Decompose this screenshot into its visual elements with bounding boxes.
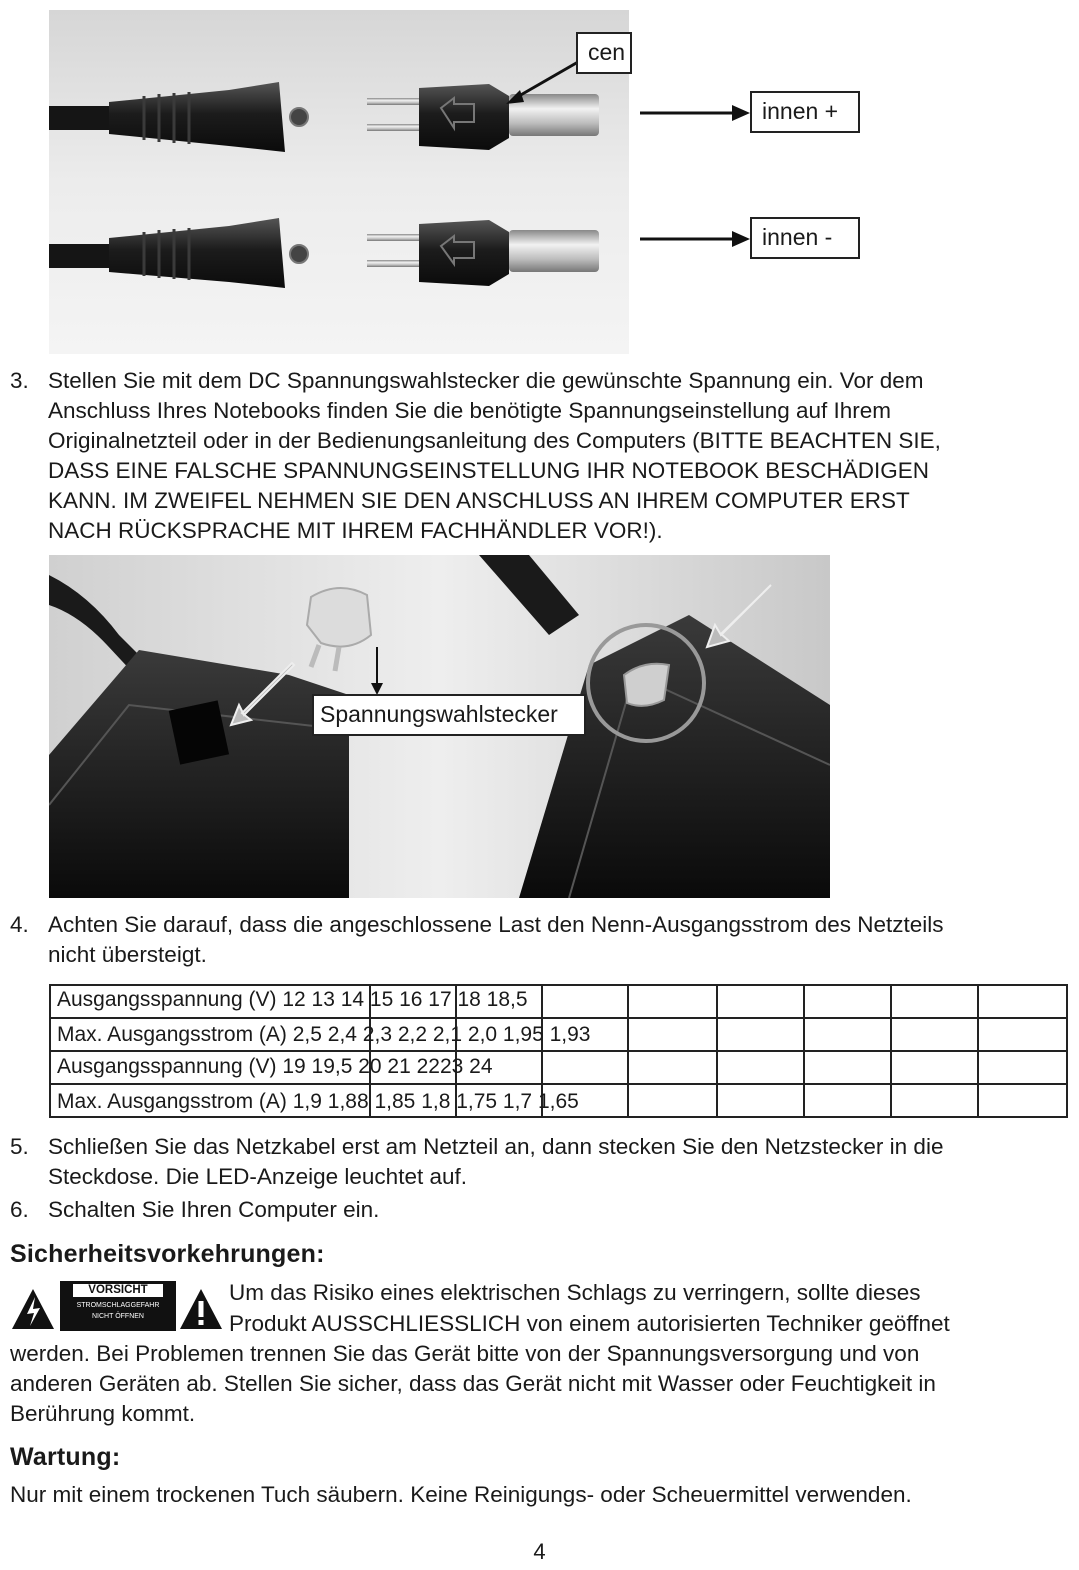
step-text: Schließen Sie das Netzkabel erst am Netzteil an, dann stecken Sie den Netzstecker in die Steckdose. Die LED-Anzeige leuchtet auf.	[48, 1134, 944, 1189]
maintenance-heading: Wartung:	[10, 1443, 121, 1471]
step-number: 4.	[10, 912, 29, 937]
safety-text-first: Um das Risiko eines elektrischen Schlags zu verringern, sollte dieses Produkt AUSSCHLIESSLICH von einem autorisierten Techniker geöffnet	[229, 1280, 950, 1336]
caution-title: VORSICHT	[73, 1284, 163, 1297]
step-6	[10, 1195, 1075, 1225]
table-row-text: Max. Ausgangsstrom (A) 1,9 1,88 1,85 1,8 1,75 1,7 1,65	[57, 1090, 579, 1113]
step-text: Stellen Sie mit dem DC Spannungswahlstecker die gewünschte Spannung ein. Vor dem Anschluss Ihres Notebooks finden Sie die benötigte Spannungseinstellung auf Ihrem Originalnetzteil oder in der Bedienungsanleitung des Computers (BITTE BEACHTEN SIE, DASS EINE FALSCHE SPANNUNGSEINSTELLUNG IHR NOTEBOOK BESCHÄDIGEN KANN. IM ZWEIFEL NEHMEN SIE DEN ANSCHLUSS AN IHREM COMPUTER ERST NACH RÜCKSPRACHE MIT IHREM FACHHÄNDLER VOR!).	[48, 368, 941, 543]
screw-icon	[290, 245, 308, 263]
caution-line-2: NICHT ÖFFNEN	[92, 1313, 144, 1320]
cen-arrow-line	[512, 62, 578, 100]
step-4	[10, 910, 1075, 972]
caution-label	[60, 1281, 176, 1331]
selector-tip	[307, 588, 371, 647]
step-3	[10, 366, 1075, 546]
caution-line-1: STROMSCHLAGGEFAHR	[76, 1302, 160, 1309]
step-number: 3.	[10, 368, 29, 393]
step-number: 6.	[10, 1197, 29, 1222]
label-inner-plus: innen +	[750, 91, 860, 133]
step-text: Achten Sie darauf, dass die angeschlossene Last den Nenn-Ausgangsstrom des Netzteils nicht übersteigt.	[48, 912, 944, 967]
warning-exclamation-icon	[178, 1287, 224, 1331]
step-number: 5.	[10, 1134, 29, 1159]
plus-arrowhead-icon	[732, 105, 750, 121]
safety-text-rest: werden. Bei Problemen trennen Sie das Gerät bitte von der Spannungsversorgung und von anderen Geräten ab. Stellen Sie sicher, dass das Gerät nicht mit Wasser oder Feuchtigkeit in Berührung kommt.	[10, 1341, 936, 1426]
label-voltage-selector: Spannungswahlstecker	[312, 694, 586, 736]
cen-arrowhead-icon	[506, 90, 524, 104]
caution-badge	[10, 1281, 224, 1333]
label-inner-minus: innen -	[750, 217, 860, 259]
minus-arrowhead-icon	[732, 231, 750, 247]
maintenance-text: Nur mit einem trockenen Tuch säubern. Keine Reinigungs- oder Scheuermittel verwenden.	[10, 1482, 912, 1507]
table-row-text: Max. Ausgangsstrom (A) 2,5 2,4 2,3 2,2 2,1 2,0 1,95 1,93	[57, 1023, 591, 1046]
table-row-text: Ausgangsspannung (V) 12 13 14 15 16 17 18 18,5	[57, 988, 528, 1011]
safety-heading: Sicherheitsvorkehrungen:	[10, 1240, 325, 1268]
page-number: 4	[533, 1539, 546, 1564]
step-text: Schalten Sie Ihren Computer ein.	[48, 1197, 380, 1222]
warning-bolt-icon	[10, 1287, 56, 1331]
step-5	[10, 1132, 1075, 1194]
table-row-text: Ausgangsspannung (V) 19 19,5 20 21 2223 24	[57, 1055, 493, 1078]
screw-icon	[290, 108, 308, 126]
label-cen: cen	[576, 32, 632, 74]
